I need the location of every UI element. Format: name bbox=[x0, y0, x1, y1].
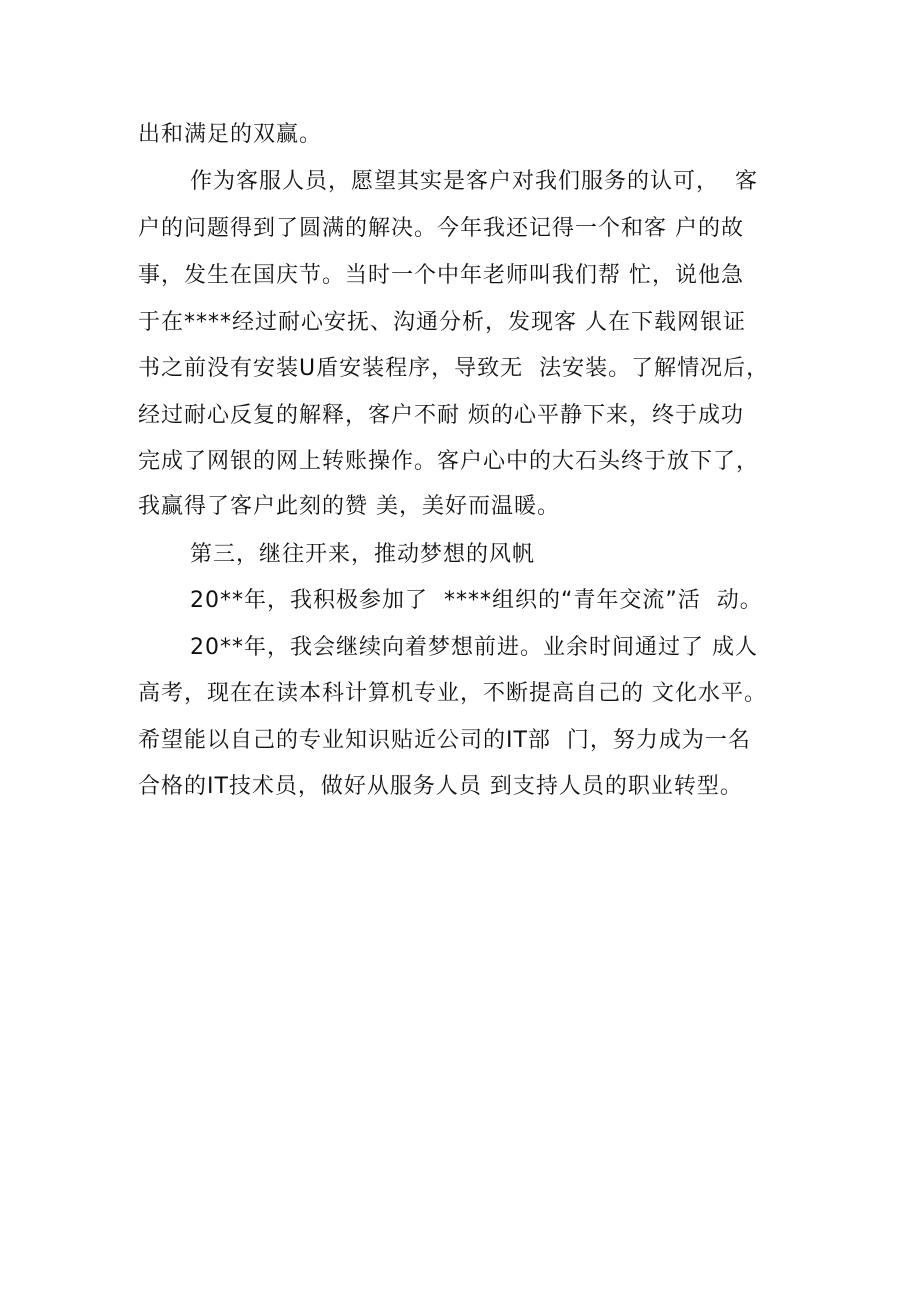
text-line: 合格的IT技术员，做好从服务人员 到支持人员的职业转型。 bbox=[138, 774, 743, 799]
text-line: 完成了网银的网上转账操作。客户心中的大石头终于放下了， bbox=[138, 449, 760, 474]
text-line: 经过耐心反复的解释，客户不耐 烦的心平静下来，终于成功 bbox=[138, 403, 744, 428]
text-line: 高考，现在在读本科计算机专业，不断提高自己的 文化水平。 bbox=[138, 681, 767, 706]
text-line: 出和满足的双赢。 bbox=[138, 122, 323, 147]
text-line: 希望能以自己的专业知识贴近公司的IT部 门，努力成为一名 bbox=[138, 728, 751, 753]
text-line: 书之前没有安装U盾安装程序，导致无 法安装。了解情况后， bbox=[138, 356, 770, 381]
text-line: 20**年，我积极参加了 ****组织的“青年交流”活 动。 bbox=[190, 588, 763, 613]
text-line: 户的问题得到了圆满的解决。今年我还记得一个和客 户的故 bbox=[138, 216, 744, 241]
text-line: 我赢得了客户此刻的赞 美，美好而温暖。 bbox=[138, 494, 560, 519]
text-line: 作为客服人员，愿望其实是客户对我们服务的认可， 客 bbox=[190, 169, 758, 194]
text-line: 于在****经过耐心安抚、沟通分析，发现客 人在下载网银证 bbox=[138, 310, 746, 335]
text-line: 20**年，我会继续向着梦想前进。业余时间通过了 成人 bbox=[190, 635, 758, 660]
text-line: 事，发生在国庆节。当时一个中年老师叫我们帮 忙，说他急 bbox=[138, 263, 744, 288]
section-heading: 第三，继往开来，推动梦想的风帆 bbox=[190, 542, 536, 567]
